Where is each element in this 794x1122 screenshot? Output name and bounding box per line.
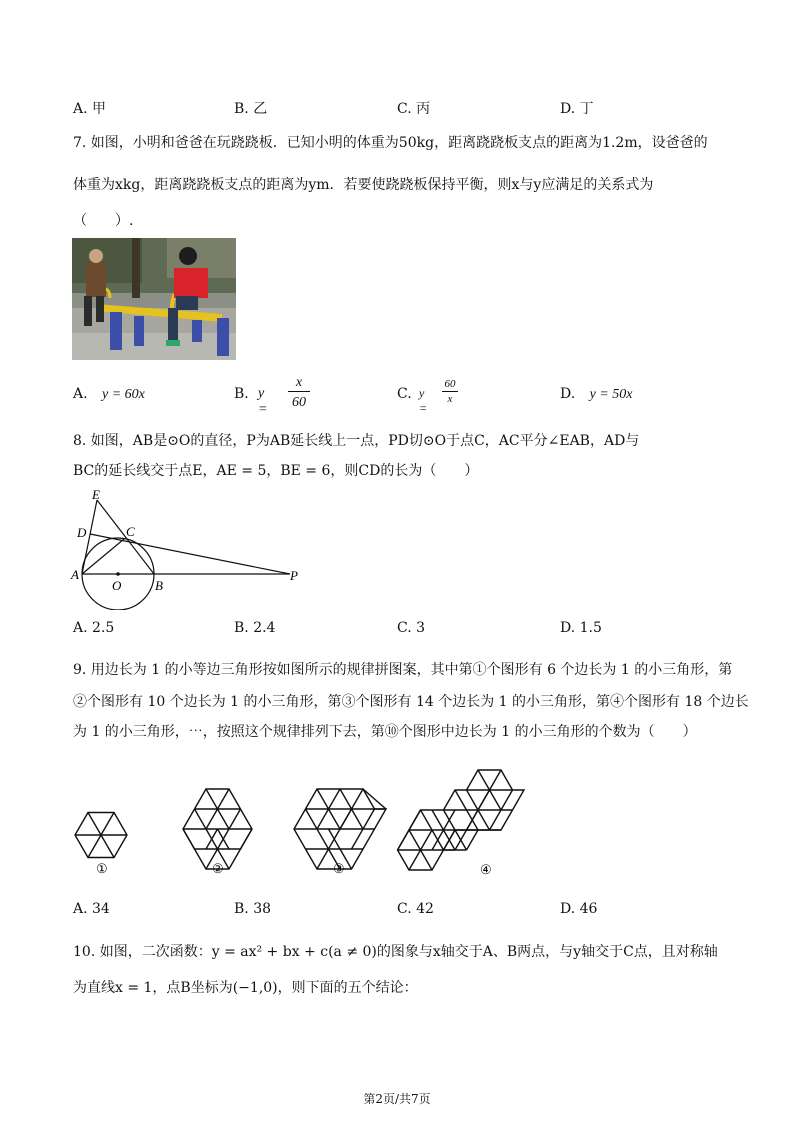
- q9-figure-label-1: ①: [96, 861, 108, 876]
- q8-label-e: E: [92, 487, 100, 502]
- q8-line-dp: [90, 534, 290, 574]
- page-footer: 第2页/共7页: [363, 1092, 431, 1106]
- q9-figure-4: [398, 770, 525, 870]
- q8-label-a: A: [71, 567, 79, 582]
- q9-figure-2: [183, 789, 252, 869]
- q9-figure-label-2: ②: [212, 861, 224, 876]
- q7-option-b-lhs: y =: [258, 386, 268, 417]
- q7-option-c-numerator: 60: [442, 378, 458, 392]
- q8-label-o: O: [112, 578, 122, 593]
- q8-option-a: A. 2.5: [73, 620, 115, 636]
- q9-option-c: C. 42: [397, 901, 434, 917]
- q10-text-line1: 10. 如图，二次函数：y = ax² + bx + c(a ≠ 0)的图象与x轴交于A、B两点，与y轴交于C点，且对称轴: [73, 944, 718, 960]
- q7-option-d-expr: y = 50x: [589, 387, 633, 402]
- q9-text-line1: 9. 用边长为 1 的小等边三角形按如图所示的规律拼图案，其中第①个图形有 6 个边长为 1 的小三角形，第: [73, 662, 733, 678]
- q7-text-line1: 7. 如图，小明和爸爸在玩跷跷板．已知小明的体重为50kg，距离跷跷板支点的距离为1.2m，设爸爸的: [73, 135, 708, 151]
- q8-label-b: B: [155, 578, 163, 593]
- q8-label-d: D: [77, 525, 87, 540]
- q8-center-dot: [116, 572, 120, 576]
- q7-option-d: [560, 386, 633, 403]
- q7-option-b-numerator: x: [288, 375, 310, 392]
- q7-option-a-label: A.: [73, 386, 88, 402]
- q8-label-c: C: [126, 524, 135, 539]
- q9-triangle-pattern-figure: [60, 760, 560, 880]
- q6-option-a: A. 甲: [73, 101, 107, 117]
- q9-figure-label-3: ③: [333, 861, 345, 876]
- q8-circle-figure: [68, 486, 308, 610]
- q6-option-b: B. 乙: [234, 101, 268, 117]
- q9-option-b: B. 38: [234, 901, 272, 917]
- q9-text-line2: ②个图形有 10 个边长为 1 的小三角形，第③个图形有 14 个边长为 1 的小三角形，第④个图形有 18 个边长: [73, 694, 749, 710]
- q8-option-b: B. 2.4: [234, 620, 276, 636]
- q8-label-p: P: [290, 568, 298, 583]
- q9-option-d: D. 46: [560, 901, 598, 917]
- q7-option-c-denominator: x: [447, 393, 453, 405]
- q7-option-c-lhs: y =: [419, 386, 428, 415]
- q8-option-c: C. 3: [397, 620, 426, 636]
- q9-figure-3: [294, 789, 386, 869]
- q6-option-c: C. 丙: [397, 101, 431, 117]
- q8-option-d: D. 1.5: [560, 620, 602, 636]
- q6-option-d: D. 丁: [560, 101, 594, 117]
- q7-text-line3: （ ）.: [73, 213, 134, 229]
- seesaw-photo: [72, 238, 236, 360]
- q8-text-line1: 8. 如图，AB是⊙O的直径，P为AB延长线上一点，PD切⊙O于点C，AC平分∠EAB，AD与: [73, 433, 640, 449]
- q7-option-b-denominator: 60: [292, 395, 306, 410]
- q7-option-d-label: D.: [560, 386, 576, 402]
- q7-option-a: [73, 386, 145, 403]
- q7-option-c-label: C.: [397, 386, 412, 402]
- q7-option-a-expr: y = 60x: [102, 387, 145, 402]
- q9-figure-1: [75, 813, 127, 858]
- q8-text-line2: BC的延长线交于点E，AE = 5，BE = 6，则CD的长为（ ）: [73, 463, 479, 479]
- q7-option-b-label: B.: [234, 386, 249, 402]
- q9-option-a: A. 34: [73, 901, 110, 917]
- q7-text-line2: 体重为xkg，距离跷跷板支点的距离为ym．若要使跷跷板保持平衡，则x与y应满足的关系式为: [73, 177, 654, 193]
- q10-text-line2: 为直线x = 1，点B坐标为(−1,0)，则下面的五个结论：: [73, 980, 418, 996]
- q9-text-line3: 为 1 的小三角形，⋯，按照这个规律排列下去，第⑩个图形中边长为 1 的小三角形的个数为（ ）: [73, 724, 697, 740]
- q9-figure-label-4: ④: [480, 862, 492, 877]
